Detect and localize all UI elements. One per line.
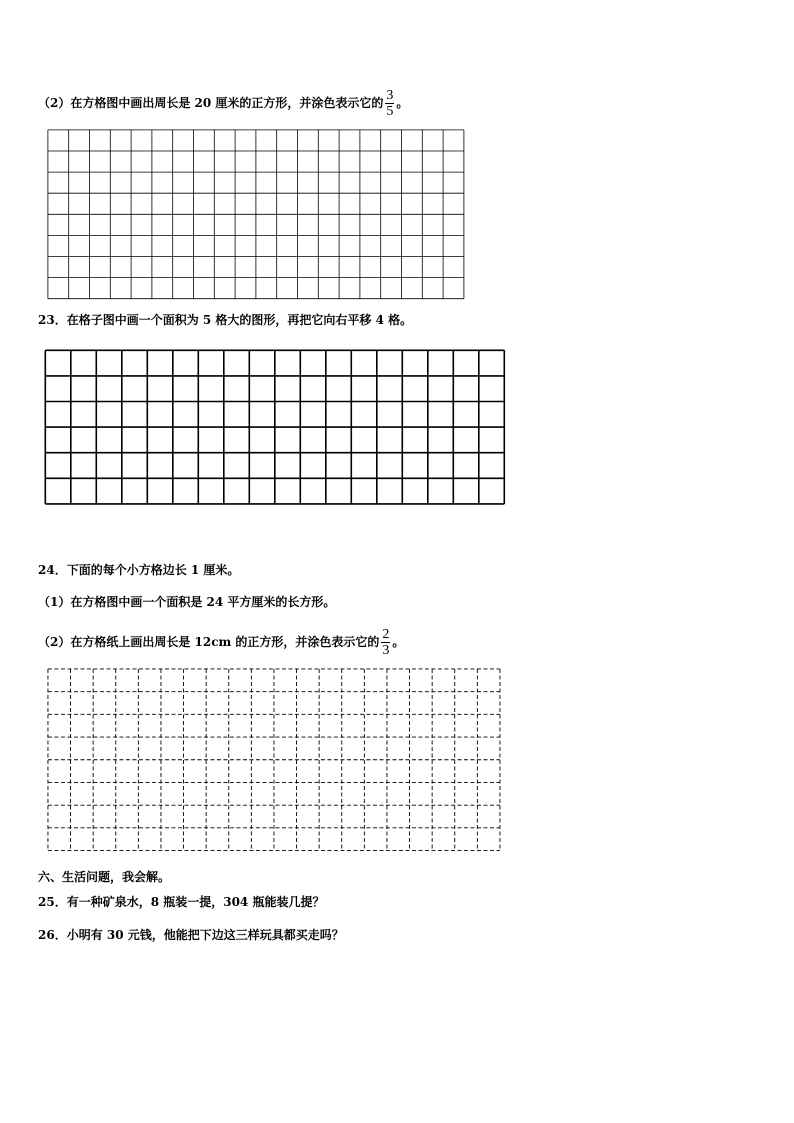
section-six-heading xyxy=(38,869,170,885)
q25-question xyxy=(38,894,324,910)
q24-part1-text: （1）在方格图中画一个面积是 24 平方厘米的长方形。 xyxy=(38,595,336,609)
q24-text: 24．下面的每个小方格边长 1 厘米。 xyxy=(38,563,240,577)
q24-part2 xyxy=(38,627,404,658)
fraction-denominator: 5 xyxy=(386,104,394,119)
fraction-numerator: 3 xyxy=(386,88,394,103)
q22-part2-text: （2）在方格图中画出周长是 20 厘米的正方形，并涂色表示它的 xyxy=(38,96,384,110)
grid-translate-shape[interactable] xyxy=(44,349,507,506)
q24-part2-text: （2）在方格纸上画出周长是 12cm 的正方形，并涂色表示它的 xyxy=(38,635,380,649)
q24-part2-end: 。 xyxy=(392,635,405,649)
q22-part2-question xyxy=(38,88,408,119)
grid-dashed-square-perimeter-12[interactable] xyxy=(47,668,502,852)
fraction-two-thirds xyxy=(381,627,390,658)
fraction-numerator: 2 xyxy=(382,627,390,642)
q26-text: 26．小明有 30 元钱，他能把下边这三样玩具都买走吗？ xyxy=(38,928,344,942)
q24-question xyxy=(38,562,239,578)
q23-text: 23．在格子图中画一个面积为 5 格大的图形，再把它向右平移 4 格。 xyxy=(38,313,413,327)
q25-text: 25．有一种矿泉水，8 瓶装一提，304 瓶能装几提？ xyxy=(38,895,325,909)
fraction-three-fifths xyxy=(385,88,394,119)
grid-square-perimeter-20[interactable] xyxy=(47,129,467,301)
q24-part1 xyxy=(38,594,335,610)
section-six-text: 六、生活问题，我会解。 xyxy=(38,870,171,884)
q26-question xyxy=(38,927,344,943)
q23-question xyxy=(38,312,412,328)
q22-part2-end: 。 xyxy=(396,96,409,110)
fraction-denominator: 3 xyxy=(382,643,390,658)
